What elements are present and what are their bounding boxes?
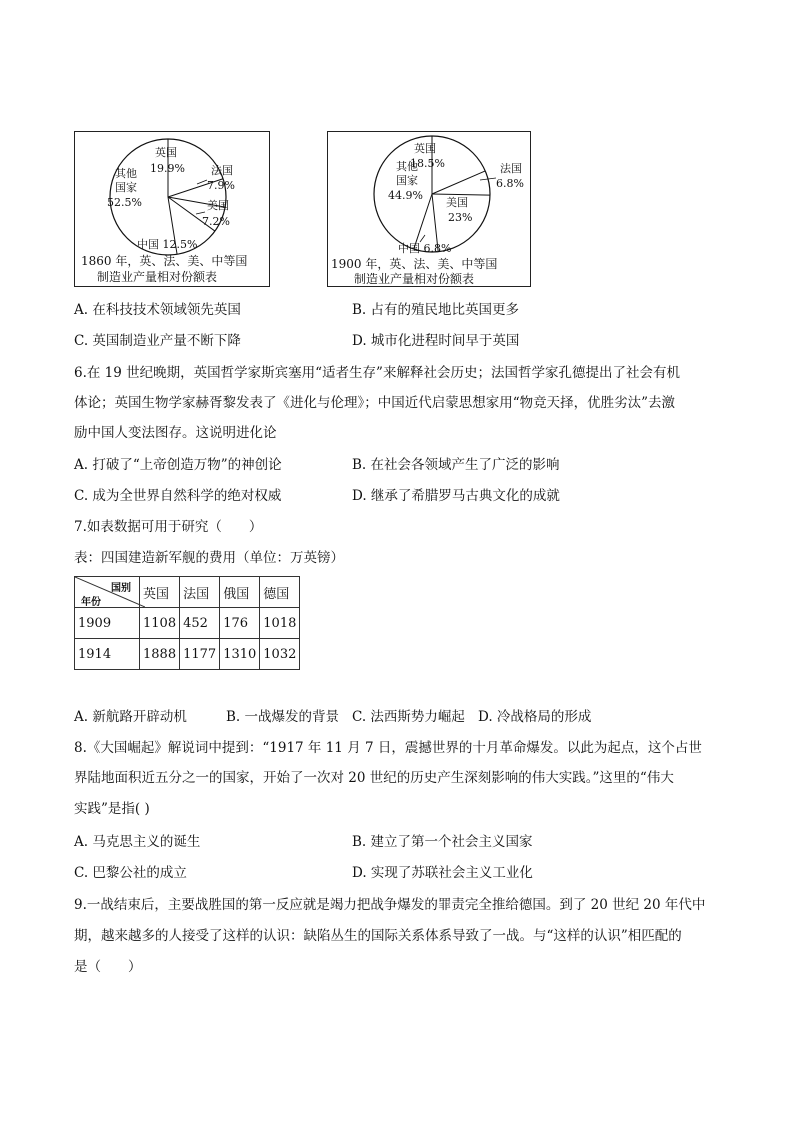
q8-stem-line3: 实践”是指( ) <box>74 801 150 817</box>
q9-stem-line1: 9.一战结束后，主要战胜国的第一反应就是竭力把战争爆发的罪责完全推给德国。到了 20 世纪 20 年代中 <box>74 897 706 913</box>
q8-option-b: B. 建立了第一个社会主义国家 <box>352 834 533 850</box>
q6-option-d: D. 继承了希腊罗马古典文化的成就 <box>352 488 560 504</box>
q6-option-b: B. 在社会各领域产生了广泛的影响 <box>352 457 560 473</box>
q6-stem-line3: 励中国人变法图存。这说明进化论 <box>74 425 277 441</box>
label-us-1900: 美国 <box>446 196 468 209</box>
table-cell: 1177 <box>180 639 220 670</box>
header-country: 国别 <box>111 583 131 594</box>
pie-1900-slice-boundary-美国 <box>432 194 490 195</box>
q7-option-a: A. 新航路开辟动机 <box>74 709 187 725</box>
row-year: 1909 <box>75 608 140 639</box>
q6-option-c: C. 成为全世界自然科学的绝对权威 <box>74 488 282 504</box>
q6-stem-line2: 体论；英国生物学家赫胥黎发表了《进化与伦理》；中国近代启蒙思想家用“物竞天择，优胜劣汰”去激 <box>74 395 676 411</box>
q8-option-d: D. 实现了苏联社会主义工业化 <box>352 865 533 881</box>
table-cell: 452 <box>180 608 220 639</box>
pie-1900-slice-boundary-其他国家 <box>414 194 432 249</box>
header-year: 年份 <box>81 597 101 608</box>
q7-table-caption: 表：四国建造新军舰的费用（单位：万英镑） <box>74 550 344 566</box>
label-fr-1900: 法国 <box>500 162 522 175</box>
table-cell: 1018 <box>260 608 300 639</box>
label-other2-1860: 国家 <box>115 181 137 194</box>
label-fr-val-1860: 7.9% <box>207 179 235 192</box>
q8-stem-line1: 8.《大国崛起》解说词中提到：“1917 年 11 月 7 日，震撼世界的十月革命爆发。以此为起点，这个占世 <box>74 740 702 756</box>
caption1-1900: 1900 年，英、法、美、中等国 <box>331 257 498 271</box>
q8-option-a: A. 马克思主义的诞生 <box>74 834 201 850</box>
label-cn-1900: 中国 6.8% <box>398 242 452 255</box>
row-year: 1914 <box>75 639 140 670</box>
col-header-de: 德国 <box>260 577 300 608</box>
pie-1900-slice-boundary-法国 <box>432 171 485 194</box>
table-cell: 1108 <box>140 608 180 639</box>
label-uk-val-1860: 19.9% <box>150 162 185 175</box>
label-us-val-1860: 7.2% <box>202 215 230 228</box>
caption2-1900: 制造业产量相对份额表 <box>354 272 475 286</box>
table-cell: 1310 <box>220 639 260 670</box>
pie-chart-1860 <box>74 131 270 287</box>
pie-1900-svg <box>328 132 530 286</box>
pie-chart-1900 <box>327 131 531 287</box>
label-other2-1900: 国家 <box>396 174 418 187</box>
table-corner-cell <box>75 577 140 608</box>
label-fr-1860: 法国 <box>211 164 233 177</box>
col-header-ru: 俄国 <box>220 577 260 608</box>
q5-option-b: B. 占有的殖民地比英国更多 <box>352 302 520 318</box>
q6-stem-line1: 6.在 19 世纪晚期，英国哲学家斯宾塞用“适者生存”来解释社会历史；法国哲学家孔德提出了社会有机 <box>74 365 680 381</box>
label-fr-val-1900: 6.8% <box>496 177 524 190</box>
q5-option-a: A. 在科技技术领域领先英国 <box>74 302 241 318</box>
pie-1860-svg <box>75 132 269 286</box>
table-header-row <box>75 577 300 608</box>
q9-stem-line3: 是（ ） <box>74 959 142 975</box>
q7-option-c: C. 法西斯势力崛起 <box>352 709 465 725</box>
label-us-val-1900: 23% <box>448 211 473 224</box>
label-other-val-1860: 52.5% <box>107 196 142 209</box>
table-cell: 1888 <box>140 639 180 670</box>
table-row <box>75 608 300 639</box>
q5-option-d: D. 城市化进程时间早于英国 <box>352 333 520 349</box>
label-us-1860: 美国 <box>207 199 229 212</box>
q8-stem-line2: 界陆地面积近五分之一的国家，开始了一次对 20 世纪的历史产生深刻影响的伟大实践。”这里的“伟大 <box>74 770 674 786</box>
q5-option-c: C. 英国制造业产量不断下降 <box>74 333 241 349</box>
q7-option-d: D. 冷战格局的形成 <box>478 709 592 725</box>
label-other1-1900: 其他 <box>396 160 418 173</box>
q9-stem-line2: 期，越来越多的人接受了这样的认识：缺陷丛生的国际关系体系导致了一战。与“这样的认识”相匹配的 <box>74 928 682 944</box>
q7-option-b: B. 一战爆发的背景 <box>226 709 340 725</box>
col-header-uk: 英国 <box>140 577 180 608</box>
label-uk-1900: 英国 <box>414 142 436 155</box>
label-other1-1860: 其他 <box>115 167 137 180</box>
label-other-val-1900: 44.9% <box>388 189 423 202</box>
caption1-1860: 1860 年，英、法、美、中等国 <box>81 254 248 268</box>
q8-option-c: C. 巴黎公社的成立 <box>74 865 187 881</box>
warship-cost-table <box>74 576 300 670</box>
table-row <box>75 639 300 670</box>
label-uk-1860: 英国 <box>155 146 177 159</box>
q6-option-a: A. 打破了“上帝创造万物”的神创论 <box>74 457 282 473</box>
label-cn-1860: 中国 12.5% <box>137 238 198 251</box>
table-cell: 176 <box>220 608 260 639</box>
q7-stem: 7.如表数据可用于研究（ ） <box>74 519 263 535</box>
caption2-1860: 制造业产量相对份额表 <box>97 270 218 284</box>
label-uk-val-1900: 18.5% <box>410 157 445 170</box>
table-cell: 1032 <box>260 639 300 670</box>
col-header-fr: 法国 <box>180 577 220 608</box>
